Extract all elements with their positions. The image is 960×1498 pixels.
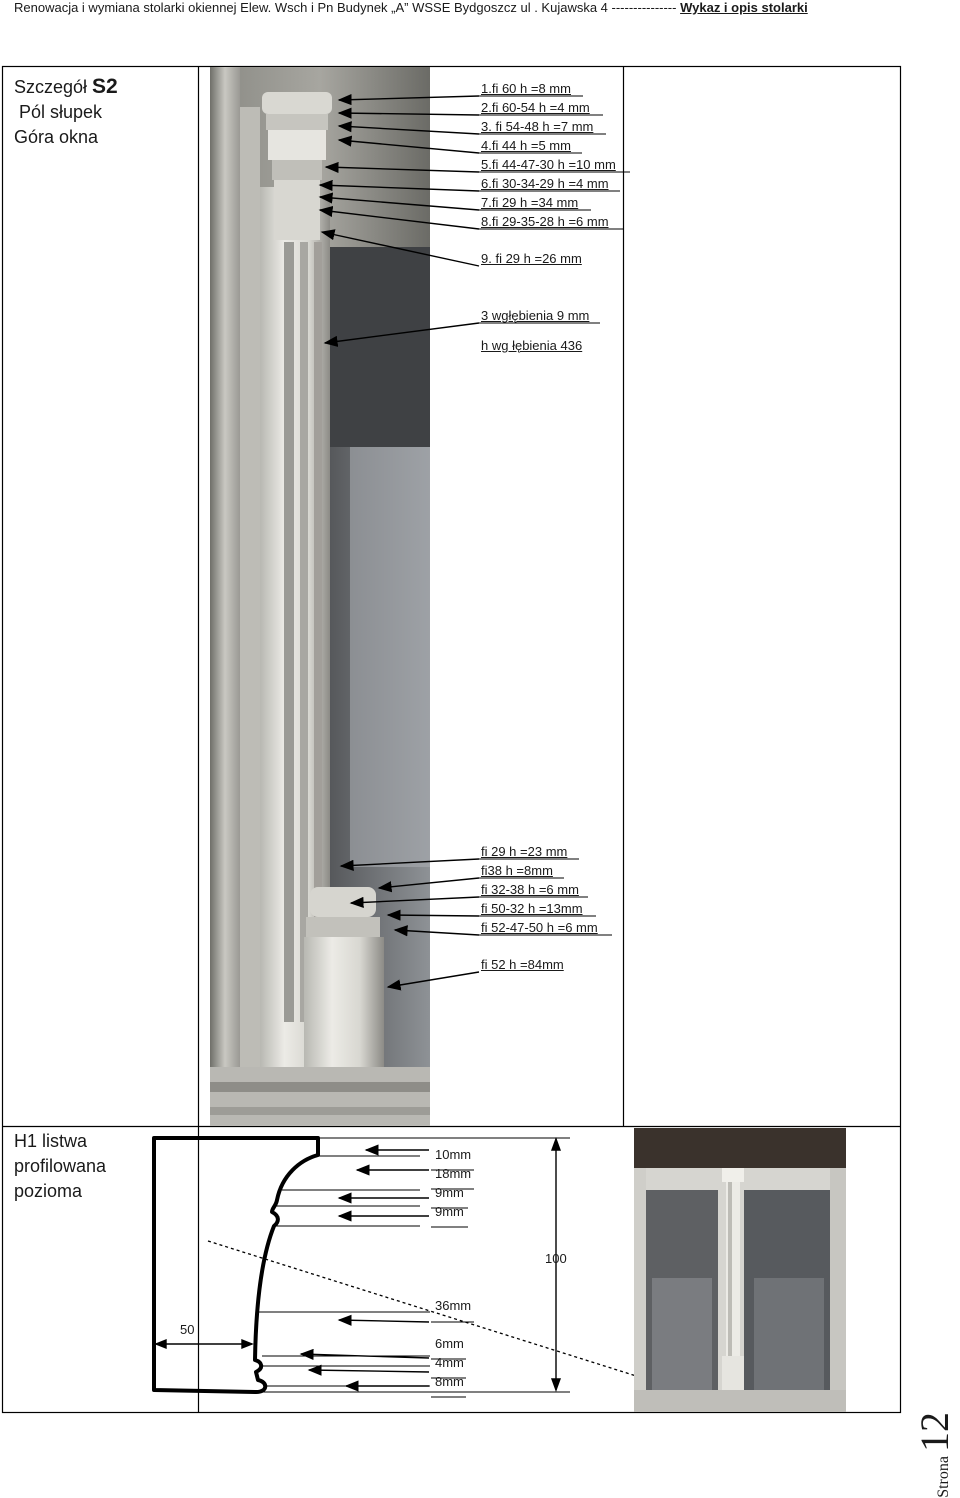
s2-label-line3: Góra okna <box>14 127 99 147</box>
s2-label-prefix: Szczegół <box>14 77 93 97</box>
dim-36mm: 36mm <box>435 1298 472 1313</box>
annotation-9: 9. fi 29 h =26 mm <box>481 251 582 266</box>
annotation-3: 3. fi 54-48 h =7 mm <box>481 119 594 134</box>
annotation-6: 6.fi 30-34-29 h =4 mm <box>481 176 609 191</box>
dim-4mm: 4mm <box>435 1355 464 1370</box>
annotation-4: 4.fi 44 h =5 mm <box>481 138 571 153</box>
dim-height-100: 100 <box>545 1251 567 1266</box>
dim-8mm: 8mm <box>435 1374 464 1389</box>
header-section-link[interactable]: Wykaz i opis stolarki <box>680 0 808 15</box>
annotation-5: 5.fi 44-47-30 h =10 mm <box>481 157 616 172</box>
annotation-base-6: fi 52 h =84mm <box>481 957 564 972</box>
dim-6mm: 6mm <box>435 1336 464 1351</box>
dim-9mm-a: 9mm <box>435 1185 464 1200</box>
groove-height: h wg łębienia 436 <box>481 338 583 353</box>
dim-10mm: 10mm <box>435 1147 472 1162</box>
page-number-value: 12 <box>912 1412 957 1452</box>
dim-18mm: 18mm <box>435 1166 472 1181</box>
page-number <box>911 1412 958 1498</box>
s2-code: S2 <box>92 75 118 98</box>
header-title: Renowacja i wymiana stolarki okiennej Elew. Wsch i Pn Budynek „A” WSSE Bydgoszcz ul . Kujawska 4 --------------- <box>14 0 677 15</box>
h1-label-line3: pozioma <box>14 1181 83 1201</box>
annotation-base-2: fi38 h =8mm <box>481 863 553 878</box>
page-number-word: Strona <box>935 1456 952 1498</box>
groove-count: 3 wgłębienia 9 mm <box>481 308 590 323</box>
dim-9mm-b: 9mm <box>435 1204 464 1219</box>
h1-label-line1: H1 listwa <box>14 1131 88 1151</box>
dim-width-50: 50 <box>180 1322 195 1337</box>
s2-label-line2: Pól słupek <box>19 102 103 122</box>
annotation-8: 8.fi 29-35-28 h =6 mm <box>481 214 609 229</box>
annotation-base-1: fi 29 h =23 mm <box>481 844 568 859</box>
annotation-base-4: fi 50-32 h =13mm <box>481 901 583 916</box>
annotation-base-3: fi 32-38 h =6 mm <box>481 882 579 897</box>
annotation-base-5: fi 52-47-50 h =6 mm <box>481 920 598 935</box>
annotation-2: 2.fi 60-54 h =4 mm <box>481 100 590 115</box>
annotation-7: 7.fi 29 h =34 mm <box>481 195 579 210</box>
profile-outline <box>154 1138 318 1392</box>
annotation-1: 1.fi 60 h =8 mm <box>481 81 571 96</box>
h1-label-line2: profilowana <box>14 1156 107 1176</box>
window-photo <box>634 1128 846 1412</box>
